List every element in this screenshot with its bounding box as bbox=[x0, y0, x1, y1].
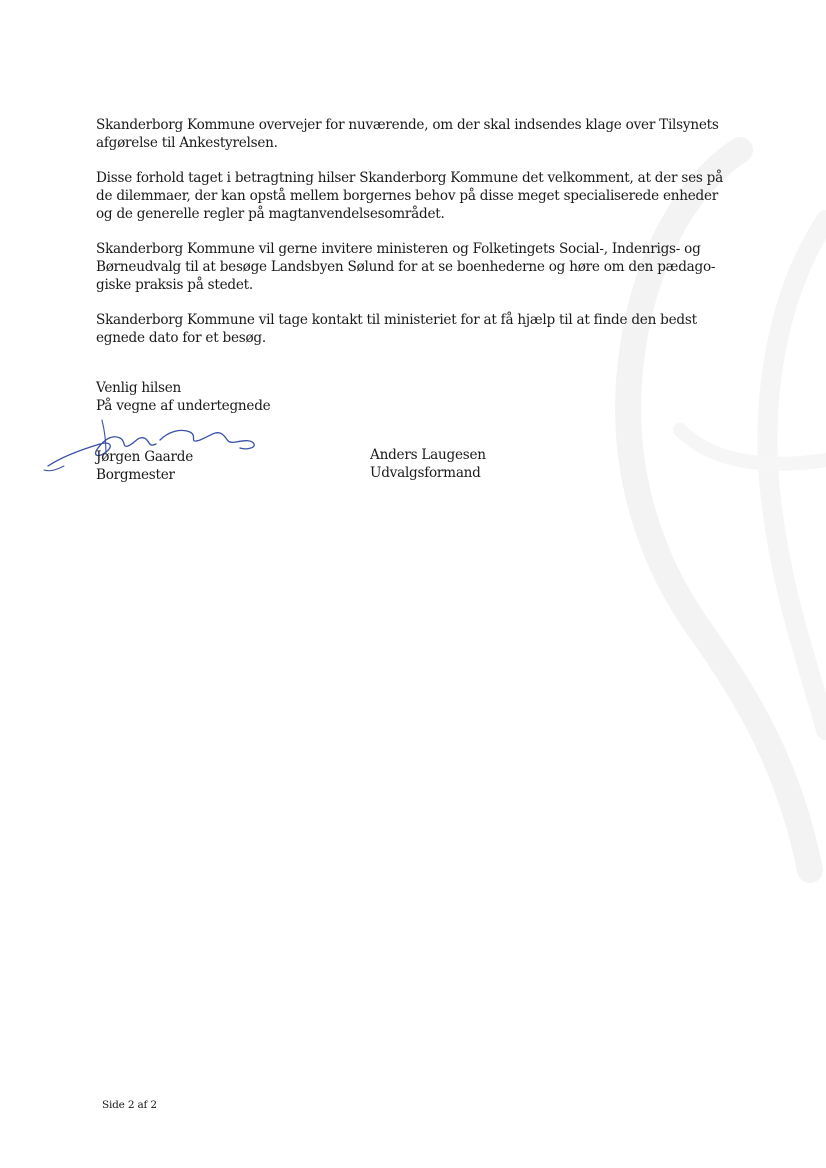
signatory-left-name: Jørgen Gaarde bbox=[96, 449, 194, 465]
paragraph-dilemmas bbox=[96, 169, 736, 223]
letter-body bbox=[96, 116, 736, 364]
paragraph-contact bbox=[96, 311, 736, 347]
paragraph-invitation bbox=[96, 240, 736, 294]
paragraph-complaint bbox=[96, 116, 736, 152]
signatory-right bbox=[370, 446, 486, 482]
text-line: Skanderborg Kommune overvejer for nuværende, om der skal indsendes klage over Tilsynets bbox=[96, 117, 719, 133]
text-line: Børneudvalg til at besøge Landsbyen Sølund for at se boenhederne og høre om den pædago- bbox=[96, 259, 716, 275]
text-line: giske praksis på stedet. bbox=[96, 277, 253, 293]
closing-greeting: Venlig hilsen bbox=[96, 380, 182, 396]
signatory-left-title: Borgmester bbox=[96, 467, 175, 483]
text-line: Disse forhold taget i betragtning hilser Skanderborg Kommune det velkomment, at der ses på bbox=[96, 170, 723, 186]
signatory-right-name: Anders Laugesen bbox=[370, 447, 486, 463]
text-line: egnede dato for et besøg. bbox=[96, 330, 266, 346]
text-line: de dilemmaer, der kan opstå mellem borgernes behov på disse meget specialiserede enheder bbox=[96, 188, 719, 204]
text-line: Skanderborg Kommune vil gerne invitere ministeren og Folketingets Social-, Indenrigs- og bbox=[96, 241, 701, 257]
text-line: afgørelse til Ankestyrelsen. bbox=[96, 135, 278, 151]
page-number: Side 2 af 2 bbox=[102, 1099, 157, 1111]
text-line: og de generelle regler på magtanvendelsesområdet. bbox=[96, 206, 445, 222]
closing-on-behalf: På vegne af undertegnede bbox=[96, 398, 271, 414]
text-line: Skanderborg Kommune vil tage kontakt til ministeriet for at få hjælp til at finde den bedst bbox=[96, 312, 697, 328]
signatory-right-title: Udvalgsformand bbox=[370, 465, 481, 481]
signatory-left bbox=[96, 448, 193, 484]
